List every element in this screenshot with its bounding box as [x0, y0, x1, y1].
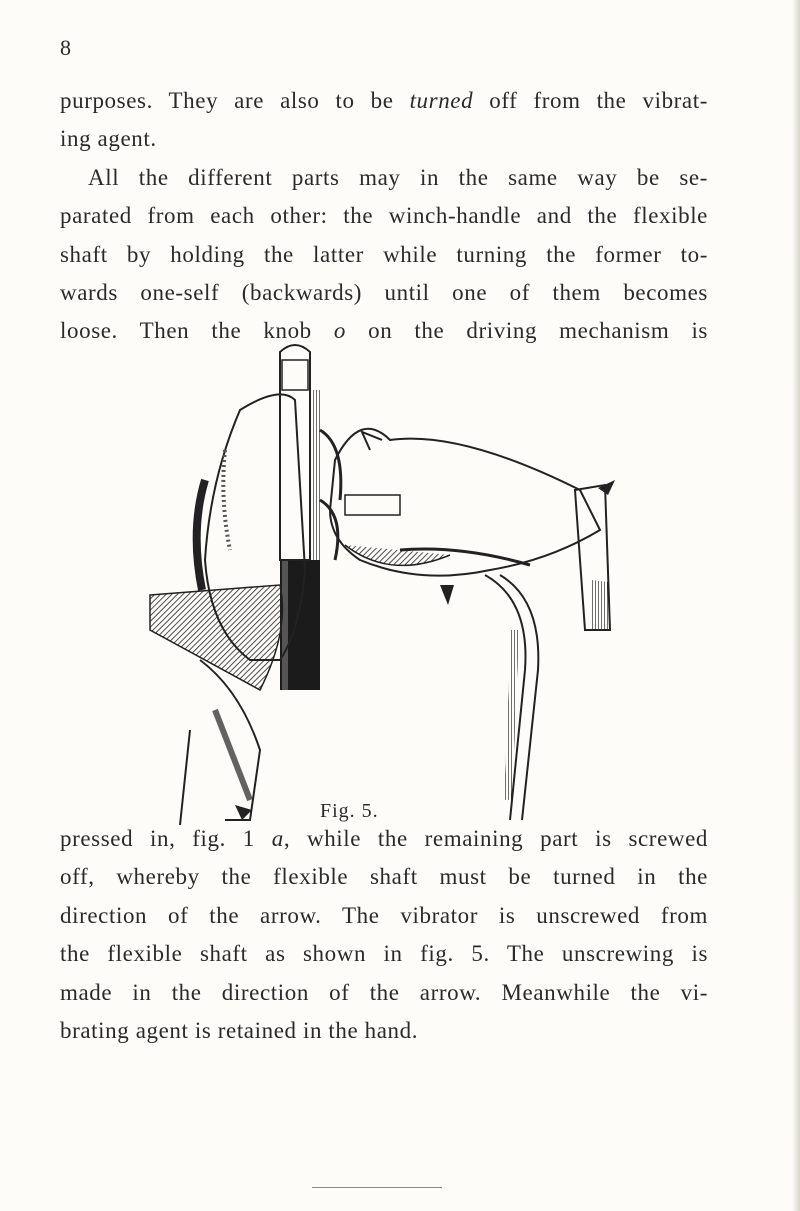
text-span: loose. Then the knob: [60, 318, 334, 344]
text-span: off from the vibrat-: [473, 88, 708, 113]
text-line: All the different parts may in the same way be se-: [88, 164, 708, 190]
body-text-top: [60, 82, 708, 351]
text-line: [60, 82, 708, 120]
text-line: parated from each other: the winch-handle and the flexible: [60, 203, 708, 229]
text-span: pressed in, fig. 1: [60, 826, 272, 851]
hands-unscrewing-vibrator-illustration: [130, 330, 630, 830]
text-line: shaft by holding the latter while turning the former to-: [60, 241, 708, 267]
text-line: wards one-self (backwards) until one of them becomes: [60, 280, 708, 306]
body-text-bottom: [60, 820, 708, 1050]
upright-shaft: [280, 345, 320, 560]
page-number: 8: [60, 35, 72, 60]
bottom-rule: [312, 1187, 442, 1188]
vibrator-body: [280, 560, 320, 690]
text-line: brating agent is retained in the hand.: [60, 1018, 419, 1044]
text-line: [60, 820, 708, 858]
flexible-shaft: [440, 575, 538, 820]
text-line: the flexible shaft as shown in fig. 5. The unscrewing is: [60, 941, 708, 967]
text-line: made in the direction of the arrow. Meanwhile the vi-: [60, 979, 708, 1005]
right-hand: [330, 429, 600, 576]
emphasis-text: turned: [409, 88, 474, 113]
text-span: purposes. They are also to be: [60, 88, 410, 113]
left-sleeve: [150, 585, 283, 825]
text-span: on the driving mechanism is: [346, 318, 708, 344]
right-sleeve: [575, 480, 615, 630]
text-span: , while the remaining part is screwed: [283, 826, 708, 851]
page-edge: [792, 0, 800, 1211]
figure-caption: Fig. 5.: [320, 800, 379, 822]
emphasis-text: o: [333, 318, 346, 344]
text-line: direction of the arrow. The vibrator is unscrewed from: [60, 902, 708, 928]
text-line: ing agent.: [60, 126, 157, 152]
emphasis-text: a: [271, 826, 284, 851]
text-line: off, whereby the flexible shaft must be turned in the: [60, 864, 708, 890]
